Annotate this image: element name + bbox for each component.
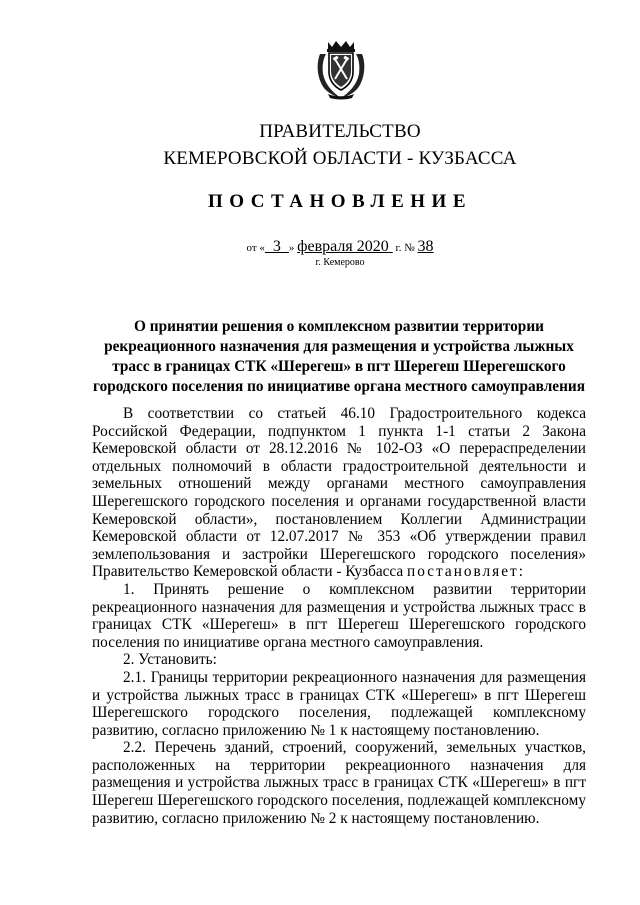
coat-of-arms-emblem (314, 38, 368, 100)
intro-text: В соответствии со статьей 46.10 Градостроительного кодекса Российской Федерации, подпунктом 1 пункта 1-1 статьи 2 Закона Кемеровской области от 28.12.2016 № 102-ОЗ «О перераспределении отдельных полномочий в области градостроительной деятельности и земельных отношений между органами местного самоуправления Шерегешского городского поселения и органами государственной власти Кемеровской области», постановлением Коллегии Администрации Кемеровской области от 12.07.2017 № 353 «Об утверждении правил землепользования и застройки Шерегешского городского поселения» Правительство Кемеровской области - Кузбасса (92, 405, 586, 581)
government-name-line1: ПРАВИТЕЛЬСТВО (259, 121, 421, 142)
date-month-year: февраля 2020 (297, 238, 393, 255)
city-name: г. Кемерово (315, 257, 365, 268)
paragraph-2-1: 2.1. Границы территории рекреационного назначения для размещения и устройства лыжных трасс в границах СТК «Шерегеш» в пгт Шерегеш Шерегешского городского поселения, подлежащей комплексному развитию, согласно приложению № 1 к настоящему постановлению. (92, 668, 586, 739)
paragraph-2: 2. Установить: (123, 651, 217, 669)
document-type: ПОСТАНОВЛЕНИЕ (207, 191, 473, 212)
document-title: О принятии решения о комплексном развитии территории рекреационного назначения для размещения и устройства лыжных трасс в границах СТК «Шерегеш» в пгт Шерегеш Шерегешского городского поселения по инициативе органа местного самоуправления (93, 318, 585, 395)
document-body (92, 405, 586, 827)
intro-paragraph (92, 405, 586, 581)
document-number: 38 (417, 238, 434, 255)
date-prefix: от « (246, 242, 265, 254)
government-name-line2: КЕМЕРОВСКОЙ ОБЛАСТИ - КУЗБАССА (163, 148, 517, 169)
date-mid: » (288, 242, 298, 254)
date-day: 3 (264, 238, 289, 255)
resolves-word: постановляет: (407, 563, 525, 581)
date-line (0, 238, 640, 256)
paragraph-1: 1. Принять решение о комплексном развитии территории рекреационного назначения для размещения и устройства лыжных трасс в границах СТК «Шерегеш» в пгт Шерегеш Шерегешского городского поселения по инициативе органа местного самоуправления. (92, 580, 586, 651)
paragraph-2-2: 2.2. Перечень зданий, строений, сооружений, земельных участков, расположенных на территории рекреационного назначения для размещения и устройства лыжных трасс в границах СТК «Шерегеш» в пгт Шерегеш Шерегешского городского поселения, подлежащей комплексному развитию, согласно приложению № 2 к настоящему постановлению. (92, 739, 586, 827)
number-prefix: г. № (392, 242, 418, 254)
